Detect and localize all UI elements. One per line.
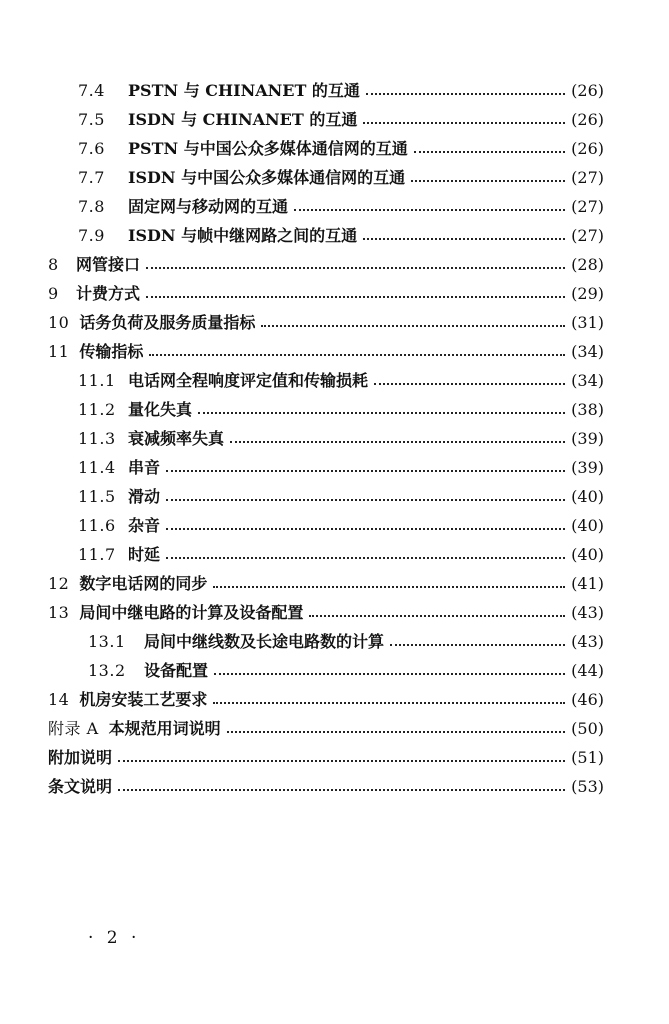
toc-entry [48, 772, 604, 801]
toc-entry [48, 192, 604, 221]
toc-entry [48, 540, 604, 569]
toc-entry-title: 设备配置 [144, 661, 209, 680]
toc-entry-page: (40) [571, 545, 604, 564]
toc-leader-dots [213, 586, 565, 588]
toc-entry-number: 7.9 [78, 226, 105, 245]
toc-entry-title: 附加说明 [48, 748, 113, 767]
toc-entry [48, 482, 604, 511]
toc-entry-title: 电话网全程响度评定值和传输损耗 [128, 371, 369, 390]
toc-entry [48, 250, 604, 279]
toc-entry [48, 279, 604, 308]
toc-leader-dots [227, 731, 565, 733]
toc-entry-title: 数字电话网的同步 [79, 574, 208, 593]
toc-entry-page: (31) [571, 313, 604, 332]
toc-entry-page: (41) [571, 574, 604, 593]
toc-entry [48, 221, 604, 250]
toc-leader-dots [149, 354, 565, 356]
toc-entry [48, 511, 604, 540]
toc-entry [48, 105, 604, 134]
toc-leader-dots [166, 499, 565, 501]
toc-entry-number: 14 [48, 690, 70, 709]
toc-entry-number: 11.7 [78, 545, 116, 564]
toc-entry-number: 11 [48, 342, 70, 361]
toc-leader-dots [118, 760, 565, 762]
toc-leader-dots [166, 528, 565, 530]
toc-entry-number: 7.4 [78, 81, 105, 100]
toc-entry-title: 量化失真 [128, 400, 193, 419]
toc-leader-dots [366, 93, 565, 95]
toc-entry-page: (27) [571, 168, 604, 187]
toc-entry [48, 134, 604, 163]
toc-entry [48, 163, 604, 192]
toc-entry-title: PSTN 与中国公众多媒体通信网的互通 [128, 139, 408, 158]
toc-entry-title: 计费方式 [76, 284, 141, 303]
page-number: · 2 · [88, 928, 141, 948]
toc-entry [48, 627, 604, 656]
toc-entry-title: 局间中继线数及长途电路数的计算 [144, 632, 385, 651]
toc-entry-number: 11.2 [78, 400, 116, 419]
toc-entry-number: 7.7 [78, 168, 105, 187]
toc-entry-title: 话务负荷及服务质量指标 [79, 313, 256, 332]
toc-entry [48, 395, 604, 424]
toc-leader-dots [198, 412, 565, 414]
toc-entry-number: 11.5 [78, 487, 116, 506]
toc-entry [48, 598, 604, 627]
toc-entry-number: 8 [48, 255, 59, 274]
toc-entry-number: 附录 A [48, 719, 99, 738]
toc-leader-dots [363, 122, 565, 124]
toc-entry-title: PSTN 与 CHINANET 的互通 [128, 81, 360, 100]
toc-entry-page: (40) [571, 516, 604, 535]
toc-leader-dots [374, 383, 565, 385]
toc-entry-number: 11.3 [78, 429, 116, 448]
toc-entry [48, 337, 604, 366]
toc-entry-title: 串音 [128, 458, 161, 477]
toc-entry [48, 685, 604, 714]
toc-entry-title: 滑动 [128, 487, 161, 506]
toc-entry-title: ISDN 与帧中继网路之间的互通 [128, 226, 358, 245]
toc-entry-title: 本规范用词说明 [108, 719, 221, 738]
toc-leader-dots [414, 151, 565, 153]
toc-leader-dots [166, 557, 565, 559]
toc-leader-dots [146, 267, 565, 269]
toc-entry-page: (26) [571, 110, 604, 129]
toc-entry-number: 7.6 [78, 139, 105, 158]
toc-entry-number: 12 [48, 574, 70, 593]
toc-entry [48, 453, 604, 482]
toc-entry-page: (44) [571, 661, 604, 680]
toc-entry-page: (26) [571, 139, 604, 158]
toc-entry [48, 424, 604, 453]
toc-entry-number: 11.6 [78, 516, 116, 535]
toc-entry-page: (43) [571, 603, 604, 622]
toc-entry-number: 11.4 [78, 458, 116, 477]
toc-entry-page: (50) [571, 719, 604, 738]
toc-leader-dots [363, 238, 565, 240]
toc-entry-page: (38) [571, 400, 604, 419]
toc-leader-dots [214, 673, 565, 675]
toc-entry-title: 衰减频率失真 [128, 429, 225, 448]
toc-leader-dots [118, 789, 565, 791]
toc-entry [48, 569, 604, 598]
toc-entry-number: 7.5 [78, 110, 105, 129]
toc-entry-page: (34) [571, 342, 604, 361]
toc-entry-title: 网管接口 [76, 255, 141, 274]
toc-entry-title: 机房安装工艺要求 [79, 690, 208, 709]
toc-entry-page: (40) [571, 487, 604, 506]
toc-entry-title: 杂音 [128, 516, 161, 535]
toc-entry-title: 传输指标 [79, 342, 144, 361]
toc-entry-page: (46) [571, 690, 604, 709]
toc-entry-number: 10 [48, 313, 70, 332]
toc-entry [48, 743, 604, 772]
toc-entry-page: (34) [571, 371, 604, 390]
toc-entry [48, 308, 604, 337]
toc-entry-page: (39) [571, 429, 604, 448]
toc-entry-page: (26) [571, 81, 604, 100]
toc-entry-page: (53) [571, 777, 604, 796]
toc-entry-page: (43) [571, 632, 604, 651]
toc-entry-number: 7.8 [78, 197, 105, 216]
toc-entry-page: (29) [571, 284, 604, 303]
toc-leader-dots [166, 470, 565, 472]
toc-entry-page: (39) [571, 458, 604, 477]
toc-entry [48, 366, 604, 395]
toc-leader-dots [411, 180, 565, 182]
toc-entry-title: 时延 [128, 545, 161, 564]
toc-entry-number: 9 [48, 284, 59, 303]
toc-entry-title: ISDN 与中国公众多媒体通信网的互通 [128, 168, 406, 187]
toc-leader-dots [146, 296, 565, 298]
toc-leader-dots [294, 209, 565, 211]
toc-leader-dots [309, 615, 565, 617]
toc-entry-title: ISDN 与 CHINANET 的互通 [128, 110, 358, 129]
toc-entry-page: (51) [571, 748, 604, 767]
toc-leader-dots [213, 702, 565, 704]
toc-entry-number: 13.1 [88, 632, 126, 651]
toc-entry [48, 656, 604, 685]
toc-entry-title: 条文说明 [48, 777, 113, 796]
toc-entry-page: (27) [571, 226, 604, 245]
toc-leader-dots [261, 325, 565, 327]
toc-leader-dots [230, 441, 565, 443]
table-of-contents [48, 76, 604, 801]
toc-entry [48, 714, 604, 743]
toc-entry-page: (28) [571, 255, 604, 274]
toc-entry-title: 固定网与移动网的互通 [128, 197, 289, 216]
toc-leader-dots [390, 644, 565, 646]
toc-entry [48, 76, 604, 105]
toc-entry-number: 13 [48, 603, 70, 622]
toc-entry-title: 局间中继电路的计算及设备配置 [79, 603, 304, 622]
toc-entry-page: (27) [571, 197, 604, 216]
toc-entry-number: 13.2 [88, 661, 126, 680]
toc-entry-number: 11.1 [78, 371, 116, 390]
